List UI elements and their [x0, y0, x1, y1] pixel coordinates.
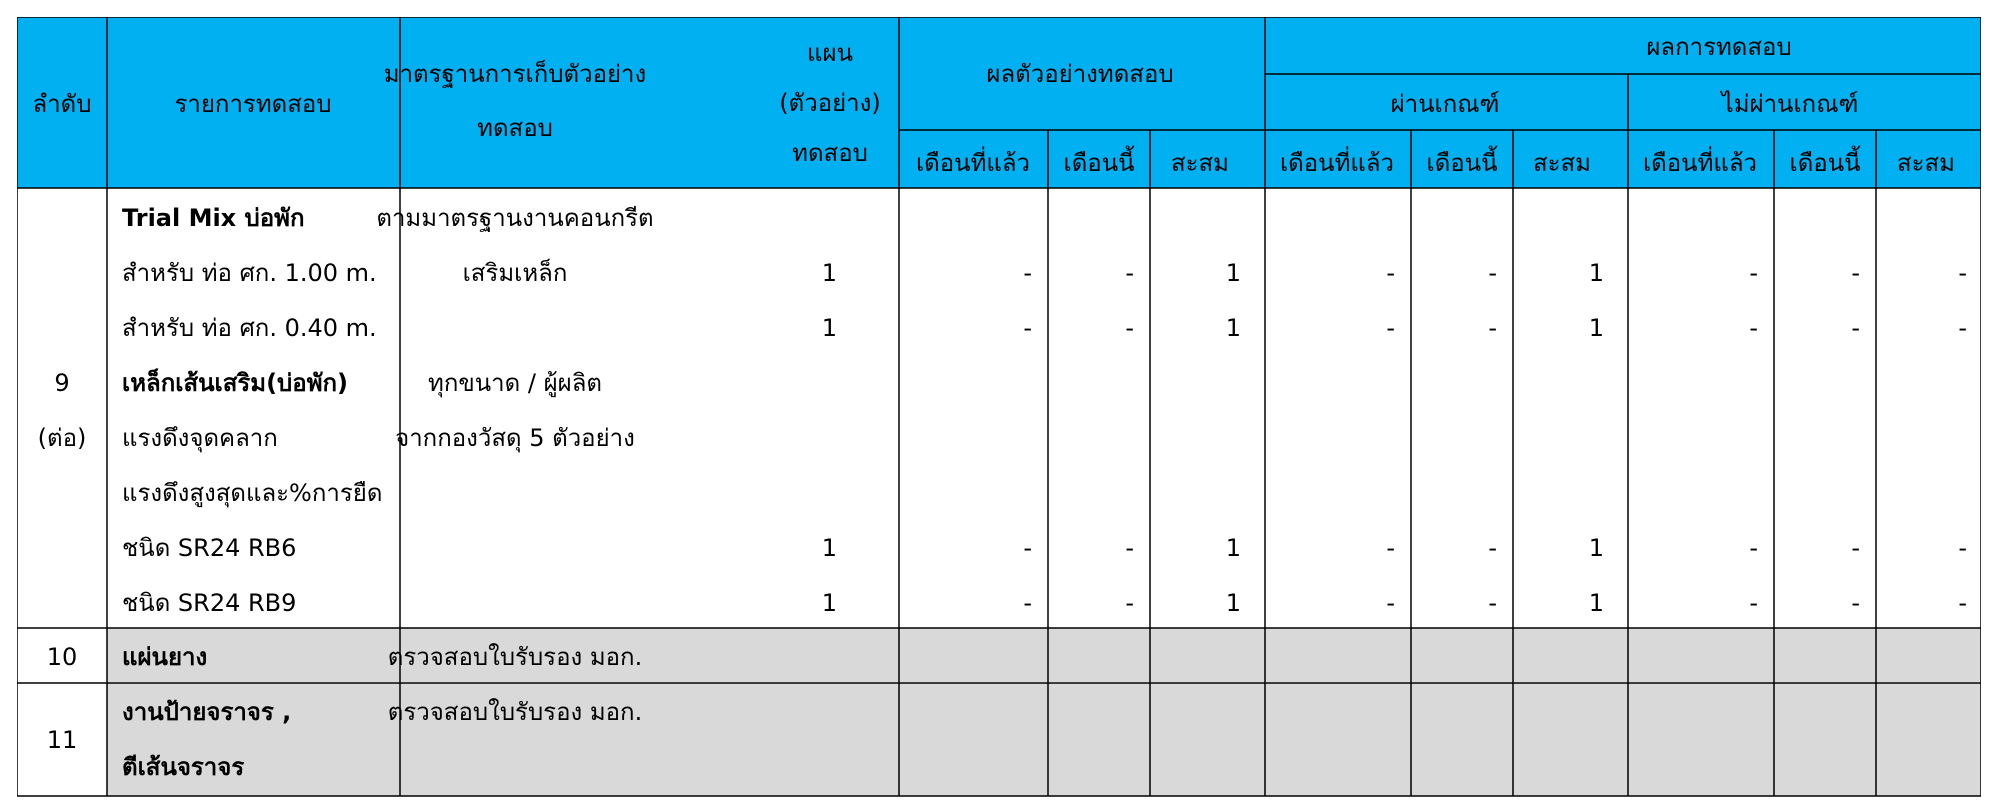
row9-line-value: -: [1125, 259, 1134, 287]
row9-line-value: 1: [1588, 259, 1604, 287]
header-fail-this-month: เดือนนี้: [1789, 149, 1861, 177]
row9-line-value: -: [1023, 314, 1032, 342]
row9-line-value: 1: [1588, 589, 1604, 617]
row9-line-value: -: [1851, 259, 1860, 287]
row9-line-value: -: [1958, 259, 1967, 287]
row9-line-value: -: [1488, 314, 1497, 342]
row9-line-value: -: [1851, 589, 1860, 617]
row9-line-value: -: [1125, 314, 1134, 342]
table-grid: [17, 17, 1981, 802]
row9-line-value: -: [1125, 534, 1134, 562]
row9-line-label: ชนิด SR24 RB9: [122, 589, 297, 617]
body-background: [17, 188, 1981, 611]
row9-line-value: -: [1749, 259, 1758, 287]
row9-line-label: สำหรับ ท่อ ศก. 1.00 m.: [122, 259, 377, 287]
row9-line-value: -: [1749, 589, 1758, 617]
row9-line-value: -: [1749, 314, 1758, 342]
row9-order: 9: [54, 369, 70, 397]
row9-line-value: -: [1488, 589, 1497, 617]
header-order: ลำดับ: [32, 90, 92, 118]
header-item: รายการทดสอบ: [174, 90, 332, 118]
row9-line-value: -: [1023, 259, 1032, 287]
row9-line-value: -: [1386, 589, 1395, 617]
row9-line-value: -: [1023, 534, 1032, 562]
row9-standard-line1: ตามมาตรฐานงานคอนกรีต: [376, 204, 654, 232]
header-standard-line2: ทดสอบ: [477, 114, 553, 142]
header-samples-this-month: เดือนนี้: [1063, 149, 1135, 177]
header-pass-group: ผ่านเกณฑ์: [1390, 90, 1500, 118]
header-samples-last-month: เดือนที่แล้ว: [915, 149, 1031, 177]
header-pass-last-month: เดือนที่แล้ว: [1279, 149, 1395, 177]
header-fail-cumulative: สะสม: [1896, 149, 1956, 177]
row9-standard-line2: เสริมเหล็ก: [462, 259, 568, 287]
header-pass-this-month: เดือนนี้: [1426, 149, 1498, 177]
header-plan-line1: แผน: [807, 39, 853, 67]
row9-line-value: 1: [1225, 314, 1241, 342]
row9-line-value: -: [1958, 534, 1967, 562]
row9-line-label: สำหรับ ท่อ ศก. 0.40 m.: [122, 314, 377, 342]
row9-line-value: -: [1749, 534, 1758, 562]
row10-order: 10: [46, 643, 78, 671]
row9-line-value: 1: [821, 259, 837, 287]
row9-line-value: 1: [821, 314, 837, 342]
row9-line-value: -: [1386, 314, 1395, 342]
row9-line-value: -: [1958, 314, 1967, 342]
header-samples-cumulative: สะสม: [1170, 149, 1230, 177]
row9-line-value: 1: [821, 534, 837, 562]
header-fail-group: ไม่ผ่านเกณฑ์: [1721, 90, 1859, 118]
row9-order-cont: (ต่อ): [37, 424, 87, 452]
row9-line-label: ชนิด SR24 RB6: [122, 534, 297, 562]
row9-standard-line4: จากกองวัสดุ 5 ตัวอย่าง: [395, 424, 635, 452]
row9-line-label: Trial Mix บ่อพัก: [122, 204, 305, 232]
row9-standard-line3: ทุกขนาด / ผู้ผลิต: [428, 369, 602, 397]
header-samples-group: ผลตัวอย่างทดสอบ: [986, 60, 1174, 88]
row9-line-value: -: [1125, 589, 1134, 617]
header-plan-line2: (ตัวอย่าง): [779, 89, 881, 117]
row9-line-label: เหล็กเส้นเสริม(บ่อพัก): [122, 369, 349, 397]
row9-line-value: 1: [1225, 259, 1241, 287]
row9-line-value: -: [1386, 259, 1395, 287]
row9-line-value: 1: [821, 589, 837, 617]
row9-line-value: 1: [1588, 314, 1604, 342]
row11-standard: ตรวจสอบใบรับรอง มอก.: [387, 698, 643, 726]
row9-line-value: -: [1386, 534, 1395, 562]
header-plan-line3: ทดสอบ: [792, 139, 868, 167]
row9-line-value: -: [1851, 314, 1860, 342]
row9-line-value: 1: [1225, 534, 1241, 562]
row9-line-value: 1: [1225, 589, 1241, 617]
row11-order: 11: [46, 726, 78, 754]
row9-line-value: -: [1488, 259, 1497, 287]
row10-standard: ตรวจสอบใบรับรอง มอก.: [387, 643, 643, 671]
row9-line-value: -: [1488, 534, 1497, 562]
header-fail-last-month: เดือนที่แล้ว: [1642, 149, 1758, 177]
header-standard-line1: มาตรฐานการเก็บตัวอย่าง: [383, 60, 647, 88]
row10-item: แผ่นยาง: [122, 643, 208, 671]
row11-item-line2: ตีเส้นจราจร: [122, 753, 245, 781]
header-results-group: ผลการทดสอบ: [1646, 33, 1792, 61]
row11-item-line1: งานป้ายจราจร ,: [122, 698, 292, 726]
row9-line-value: 1: [1588, 534, 1604, 562]
row9-line-value: -: [1958, 589, 1967, 617]
header-pass-cumulative: สะสม: [1532, 149, 1592, 177]
test-results-table: [17, 17, 1981, 802]
row9-line-label: แรงดึงสูงสุดและ%การยืด: [122, 479, 383, 507]
row9-line-value: -: [1851, 534, 1860, 562]
row9-line-value: -: [1023, 589, 1032, 617]
row9-line-label: แรงดึงจุดคลาก: [122, 424, 278, 452]
